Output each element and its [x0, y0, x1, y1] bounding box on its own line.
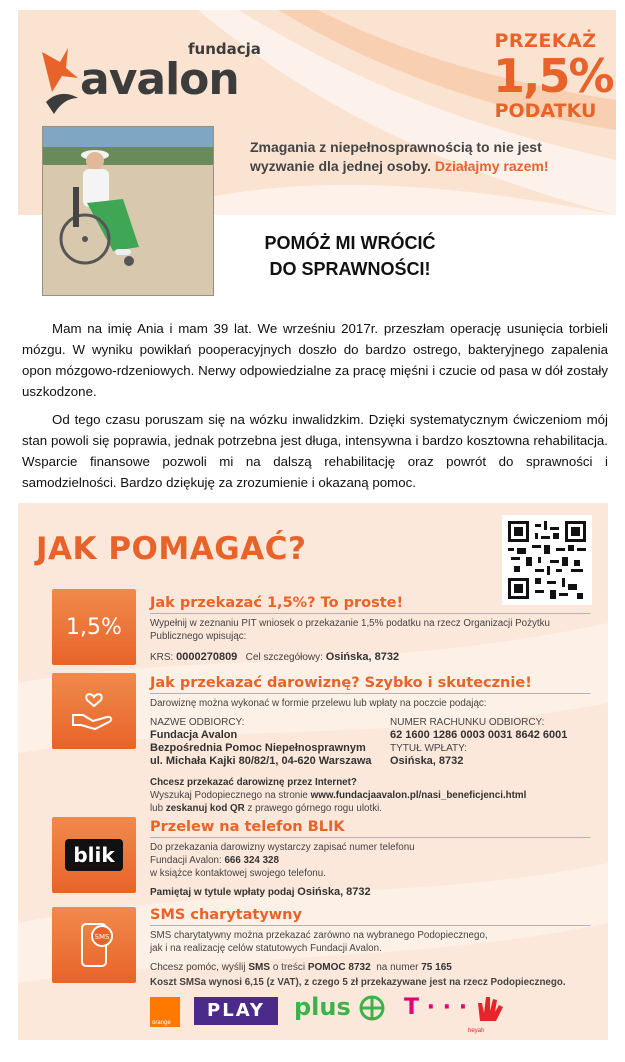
donation-divider	[150, 693, 590, 694]
recipient-line-1: Fundacja Avalon	[150, 729, 238, 741]
online-line-1	[150, 789, 590, 802]
blik-body	[150, 841, 590, 899]
logo-avalon-text: avalon	[80, 54, 239, 105]
donation-description: Darowiznę można wykonać w formie przelewu lub wpłaty na poczcie podając:	[150, 698, 487, 709]
pit-przekaz: PRZEKAŻ	[494, 30, 597, 52]
sms-bubble-text: SMS	[94, 933, 110, 941]
account-number: 62 1600 1286 0003 0031 8642 6001	[390, 729, 568, 741]
plus-logo	[294, 993, 385, 1021]
beneficiary-photo	[42, 126, 214, 296]
how-to-help-flyer	[18, 503, 608, 1040]
pit-podatku: PODATKU	[494, 100, 597, 122]
wheelchair-photo-illustration	[43, 127, 214, 296]
sms-cost: Koszt SMSa wynosi 6,15 (z VAT), z czego 5 zł przekazywane jest na rzecz Podopiecznego.	[150, 977, 566, 988]
sms-number: 75 165	[421, 962, 452, 973]
sms-body	[150, 929, 590, 989]
sms-instructions	[150, 961, 590, 974]
pit-tile-label: 1,5%	[66, 614, 122, 640]
plus-flower-icon	[359, 995, 385, 1021]
online-qr-text: zeskanuj kod QR	[165, 803, 245, 814]
pit-tile	[52, 589, 136, 665]
tmobile-logo: T · · ·	[404, 995, 468, 1020]
banner-slogan	[250, 138, 600, 176]
logo-fundacja-text: fundacja	[188, 40, 261, 58]
orange-logo	[150, 997, 180, 1027]
heyah-logo	[468, 993, 508, 1034]
online-url-link[interactable]: www.fundacjaavalon.pl/nasi_beneficjenci.html	[310, 790, 527, 801]
play-logo: PLAY	[194, 997, 278, 1025]
sms-text-2: jak i na realizację celów statutowych Fundacji Avalon.	[150, 943, 382, 954]
online-question: Chcesz przekazać darowiznę przez Internet?	[150, 777, 357, 788]
blik-tile	[52, 817, 136, 893]
online-line-2	[150, 802, 590, 815]
sms-divider	[150, 925, 590, 926]
phone-sms-icon	[74, 920, 114, 970]
recipient-line-3: ul. Michała Kajki 80/82/1, 04-620 Warszawa	[150, 755, 372, 767]
heyah-hand-icon	[474, 993, 508, 1023]
slogan-accent: Działajmy razem!	[434, 158, 549, 174]
transfer-title-value: Osińska, 8732	[390, 755, 464, 767]
blik-fundacja-label: Fundacji Avalon:	[150, 855, 222, 866]
blik-text-1: Do przekazania darowizny wystarczy zapisać numer telefonu	[150, 842, 415, 853]
orange-label: orange	[152, 1020, 171, 1026]
account-block	[390, 716, 590, 768]
donation-tile	[52, 673, 136, 749]
headline-line-1: POMÓŻ MI WRÓCIĆ	[264, 233, 436, 253]
plus-label: plus	[294, 993, 351, 1021]
pit-description: Wypełnij w zeznaniu PIT wniosek o przekazanie 1,5% podatku na rzecz Organizacji Pożytku Publicznego wpisując:	[150, 618, 550, 642]
blik-heading: Przelew na telefon BLIK	[150, 819, 345, 835]
blik-divider	[150, 837, 590, 838]
donation-body	[150, 697, 590, 815]
sms-help-sms: SMS	[248, 962, 271, 973]
blik-text-2	[150, 854, 590, 867]
slogan-main: Zmagania z niepełnosprawnością to nie jest wyzwanie dla jednej osoby.	[250, 139, 542, 174]
qr-code[interactable]	[502, 515, 592, 605]
sms-code: POMOC 8732	[307, 962, 371, 973]
sms-help-mid: o treści	[272, 962, 306, 973]
goal-value: Osińska, 8732	[325, 651, 400, 663]
headline-line-2: DO SPRAWNOŚCI!	[269, 259, 431, 279]
heyah-label: heyah	[468, 1028, 485, 1034]
pit-body	[150, 617, 590, 664]
blik-remember-value: Osińska, 8732	[297, 886, 371, 898]
pit-value: 1,5%	[493, 49, 613, 103]
hand-heart-icon	[69, 691, 119, 731]
online-donation	[150, 776, 590, 815]
recipient-block	[150, 716, 380, 768]
story-paragraph-2: Od tego czasu poruszam się na wózku inwalidzkim. Dzięki systematycznym ćwiczeniom mój stan powoli się poprawia, jednak potrzebna jest długa, intensywna i bardzo kosztowna rehabilitacja. Wsparcie finansowe pozwoli mi na dalszą rehabilitację oraz powrót do sprawności i samodzielności. Bardzo dziękuję za zrozumienie i okazaną pomoc.	[22, 412, 608, 490]
sms-text-1: SMS charytatywny można przekazać zarówno na wybranego Podopiecznego,	[150, 930, 488, 941]
blik-remember	[150, 886, 590, 899]
blik-logo: blik	[65, 839, 122, 871]
pit-badge	[493, 30, 613, 122]
blik-remember-label: Pamiętaj w tytule wpłaty podaj	[150, 887, 295, 898]
story-text	[22, 318, 608, 500]
pit-krs-row	[150, 651, 590, 664]
avalon-logo	[38, 38, 268, 128]
online-text-1: Wyszukaj Podopiecznego na stronie	[150, 790, 308, 801]
donation-heading: Jak przekazać darowiznę? Szybko i skutecznie!	[150, 675, 532, 691]
pit-heading: Jak przekazać 1,5%? To proste!	[150, 595, 404, 611]
blik-text-3: w książce kontaktowej swojego telefonu.	[150, 868, 326, 879]
operator-logos	[18, 993, 608, 1037]
online-text-2: lub	[150, 803, 164, 814]
transfer-title-label: TYTUŁ WPŁATY:	[390, 743, 468, 754]
sms-help-pre: Chcesz pomóc, wyślij	[150, 962, 246, 973]
account-label: NUMER RACHUNKU ODBIORCY:	[390, 717, 545, 728]
donation-details	[150, 716, 590, 768]
recipient-line-2: Bezpośrednia Pomoc Niepełnosprawnym	[150, 742, 366, 754]
online-text-3: z prawego górnego rogu ulotki.	[247, 803, 383, 814]
sms-number-label: na numer	[376, 962, 419, 973]
sms-heading: SMS charytatywny	[150, 907, 302, 923]
recipient-label: NAZWE ODBIORCY:	[150, 717, 245, 728]
qr-code-icon	[508, 521, 586, 599]
sms-tile	[52, 907, 136, 983]
flyer-title: JAK POMAGAĆ?	[36, 531, 307, 567]
goal-label: Cel szczegółowy:	[245, 652, 323, 663]
krs-value: 0000270809	[176, 651, 238, 663]
pit-divider	[150, 613, 590, 614]
page-headline	[230, 230, 470, 282]
story-paragraph-1: Mam na imię Ania i mam 39 lat. We wrześniu 2017r. przeszłam operację usunięcia torbieli mózgu. W wyniku powikłań pooperacyjnych doszło do bardzo ostrego, bakteryjnego zapalenia opon mózgowo-rdzeniowych. Nerwy odpowiedzialne za pracę mięśni i czucie od pasa w dół zostały uszkodzone.	[22, 321, 608, 399]
krs-label: KRS:	[150, 652, 174, 663]
blik-phone: 666 324 328	[224, 855, 279, 866]
